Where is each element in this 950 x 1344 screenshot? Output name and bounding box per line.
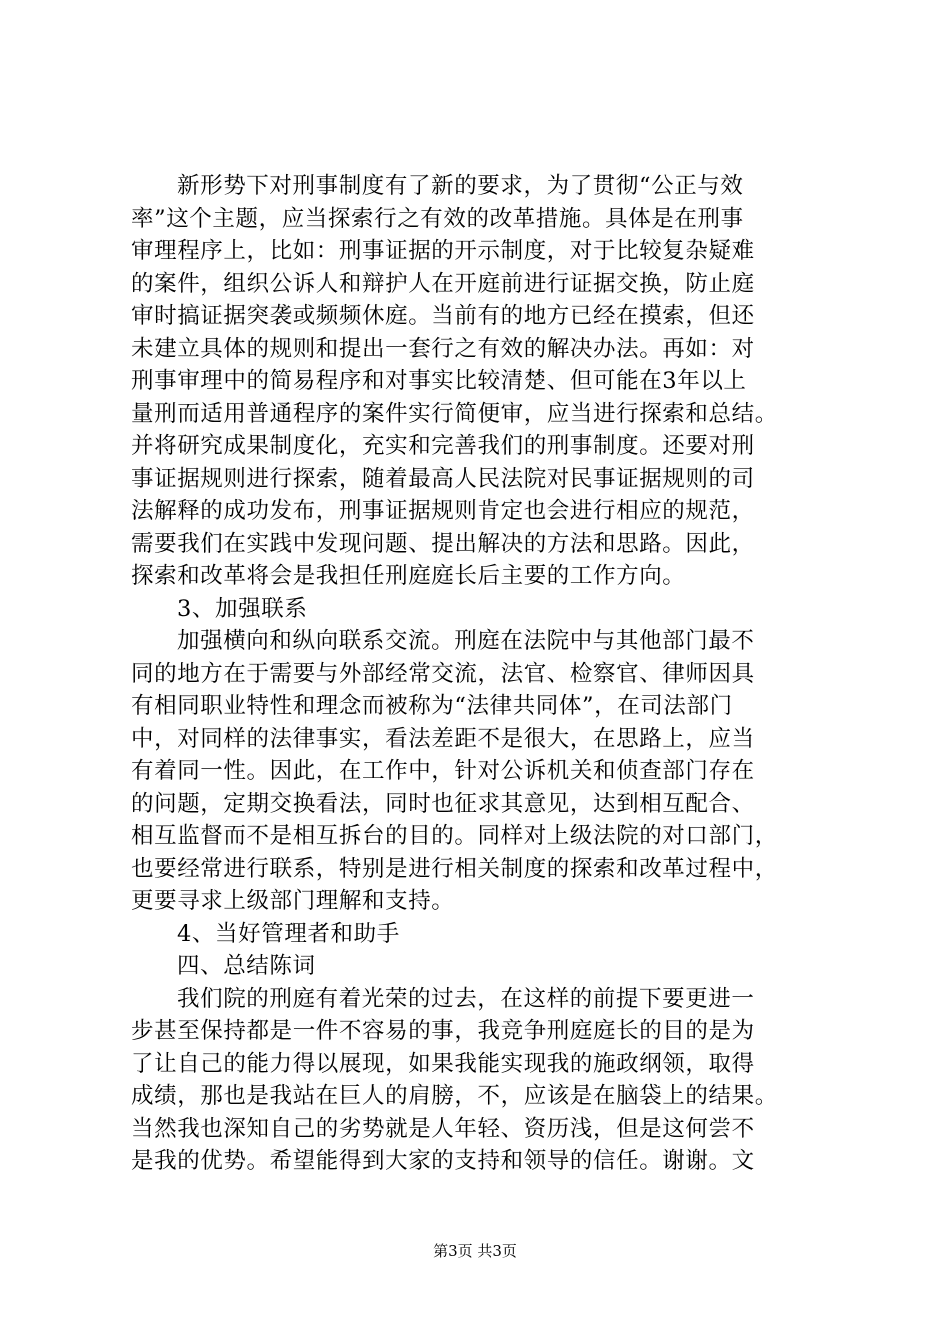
text-line: 当然我也深知自己的劣势就是人年轻、资历浅，但是这何尝不: [131, 1115, 755, 1142]
text-line: 审时搞证据突袭或频频休庭。当前有的地方已经在摸索，但还: [131, 303, 755, 329]
text-line: 法解释的成功发布，刑事证据规则肯定也会进行相应的规范，: [131, 498, 755, 524]
text-line: 成绩，那也是我站在巨人的肩膀，不，应该是在脑袋上的结果。: [131, 1083, 778, 1109]
text-line: 步甚至保持都是一件不容易的事，我竞争刑庭庭长的目的是为: [131, 1018, 755, 1044]
text-line: 有相同职业特性和理念而被称为“法律共同体”，在司法部门: [131, 693, 733, 719]
text-line: 未建立具体的规则和提出一套行之有效的解决办法。再如：对: [131, 335, 755, 362]
document-body: [131, 170, 851, 1178]
section-heading: 四、总结陈词: [177, 953, 316, 979]
text-line: 中，对同样的法律事实，看法差距不是很大，在思路上，应当: [131, 725, 755, 752]
text-line: 相互监督而不是相互拆台的目的。同样对上级法院的对口部门，: [131, 823, 778, 849]
text-line: 率”这个主题，应当探索行之有效的改革措施。具体是在刑事: [131, 205, 744, 232]
text-line: 刑事审理中的简易程序和对事实比较清楚、但可能在3年以上: [131, 368, 747, 394]
text-line: 量刑而适用普通程序的案件实行简便审，应当进行探索和总结。: [131, 400, 778, 427]
text-line: 我们院的刑庭有着光荣的过去，在这样的前提下要更进一: [177, 985, 755, 1012]
text-line: 事证据规则进行探索，随着最高人民法院对民事证据规则的司: [131, 465, 755, 492]
text-line: 有着同一性。因此，在工作中，针对公诉机关和侦查部门存在: [131, 758, 755, 784]
text-line: 加强横向和纵向联系交流。刑庭在法院中与其他部门最不: [177, 628, 755, 654]
text-line: 新形势下对刑事制度有了新的要求，为了贯彻“公正与效: [177, 173, 744, 199]
text-line: 探索和改革将会是我担任刑庭庭长后主要的工作方向。: [131, 563, 686, 589]
text-line: 审理程序上，比如：刑事证据的开示制度，对于比较复杂疑难: [131, 238, 755, 264]
text-line: 的案件，组织公诉人和辩护人在开庭前进行证据交换，防止庭: [131, 270, 755, 297]
text-line: 同的地方在于需要与外部经常交流，法官、检察官、律师因具: [131, 660, 755, 687]
text-line: 了让自己的能力得以展现，如果我能实现我的施政纲领，取得: [131, 1050, 755, 1077]
text-line: 的问题，定期交换看法，同时也征求其意见，达到相互配合、: [131, 790, 755, 817]
text-line: 是我的优势。希望能得到大家的支持和领导的信任。谢谢。文: [131, 1148, 755, 1174]
section-heading: 4、当好管理者和助手: [177, 920, 400, 947]
text-line: 更要寻求上级部门理解和支持。: [131, 888, 455, 914]
page-number-footer: 第3页 共3页: [433, 1242, 517, 1260]
text-line: 并将研究成果制度化，充实和完善我们的刑事制度。还要对刑: [131, 433, 755, 459]
section-heading: 3、加强联系: [177, 595, 308, 622]
text-line: 需要我们在实践中发现问题、提出解决的方法和思路。因此，: [131, 530, 755, 557]
text-line: 也要经常进行联系，特别是进行相关制度的探索和改革过程中，: [131, 855, 778, 882]
